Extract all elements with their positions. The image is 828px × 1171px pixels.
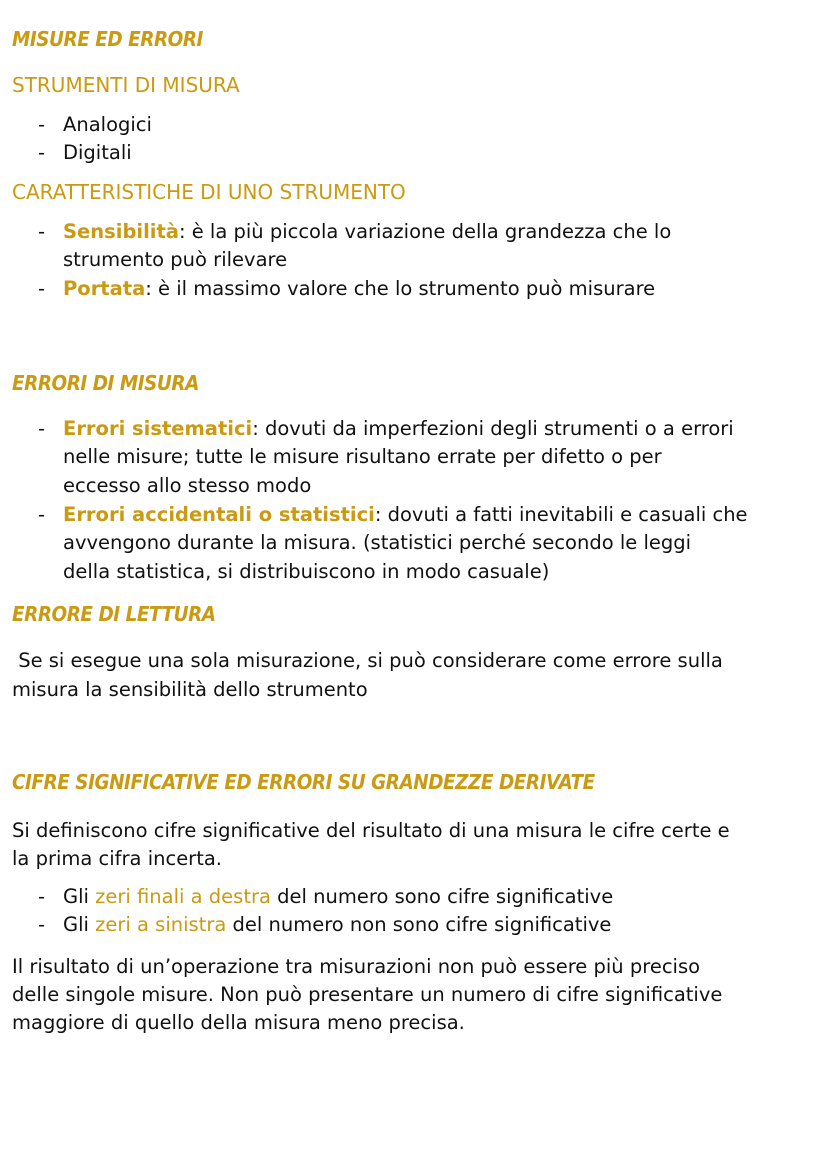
accidentali-text: : dovuti a fatti inevitabili e casuali che — [374, 503, 748, 526]
subheading-strumenti: STRUMENTI DI MISURA — [12, 73, 240, 97]
bullet: - — [38, 503, 46, 526]
sensibilita-text: : è la più piccola variazione della grandezza che lo — [178, 220, 672, 243]
bullet: - — [38, 113, 46, 136]
cifre-intro-cont: la prima cifra incerta. — [12, 847, 222, 870]
zeri-sinistra-pre: Gli — [63, 913, 96, 936]
term-portata: Portata — [63, 277, 146, 300]
accidentali-text-cont: avvengono durante la misura. (statistici perché secondo le leggi — [63, 531, 692, 554]
cifre-outro: Il risultato di un’operazione tra misurazioni non può essere più preciso — [12, 955, 701, 978]
term-sensibilita: Sensibilità — [63, 220, 179, 243]
zeri-sinistra-post: del numero non sono cifre significative — [226, 913, 612, 936]
term-zeri-finali-destra: zeri finali a destra — [95, 885, 271, 908]
lettura-text-cont: misura la sensibilità dello strumento — [12, 678, 368, 701]
bullet: - — [38, 141, 46, 164]
sistematici-text-cont: eccesso allo stesso modo — [63, 474, 312, 497]
term-errori-accidentali: Errori accidentali o statistici — [63, 503, 375, 526]
cifre-intro: Si definiscono cifre significative del risultato di una misura le cifre certe e — [12, 819, 730, 842]
heading-errore-di-lettura: ERRORE DI LETTURA — [12, 602, 216, 626]
zeri-destra-post: del numero sono cifre significative — [270, 885, 614, 908]
accidentali-text-cont: della statistica, si distribuiscono in modo casuale) — [63, 560, 550, 583]
term-errori-sistematici: Errori sistematici — [63, 417, 253, 440]
bullet: - — [38, 885, 46, 908]
zeri-destra-pre: Gli — [63, 885, 96, 908]
sistematici-text-cont: nelle misure; tutte le misure risultano errate per difetto o per — [63, 445, 662, 468]
sensibilita-text-cont: strumento può rilevare — [63, 248, 288, 271]
instrument-analogici: Analogici — [63, 113, 152, 136]
heading-cifre-significative: CIFRE SIGNIFICATIVE ED ERRORI SU GRANDEZZE DERIVATE — [12, 770, 595, 794]
subheading-caratteristiche: CARATTERISTICHE DI UNO STRUMENTO — [12, 180, 406, 204]
portata-text: : è il massimo valore che lo strumento può misurare — [145, 277, 656, 300]
cifre-outro-cont: maggiore di quello della misura meno precisa. — [12, 1011, 465, 1034]
cifre-outro-cont: delle singole misure. Non può presentare un numero di cifre significative — [12, 983, 723, 1006]
lettura-text: Se si esegue una sola misurazione, si può considerare come errore sulla — [12, 649, 723, 672]
sistematici-text: : dovuti da imperfezioni degli strumenti o a errori — [252, 417, 734, 440]
heading-misure-ed-errori: MISURE ED ERRORI — [12, 27, 203, 51]
term-zeri-sinistra: zeri a sinistra — [95, 913, 227, 936]
bullet: - — [38, 417, 46, 440]
bullet: - — [38, 913, 46, 936]
bullet: - — [38, 220, 46, 243]
bullet: - — [38, 277, 46, 300]
instrument-digitali: Digitali — [63, 141, 132, 164]
heading-errori-di-misura: ERRORI DI MISURA — [12, 371, 199, 395]
